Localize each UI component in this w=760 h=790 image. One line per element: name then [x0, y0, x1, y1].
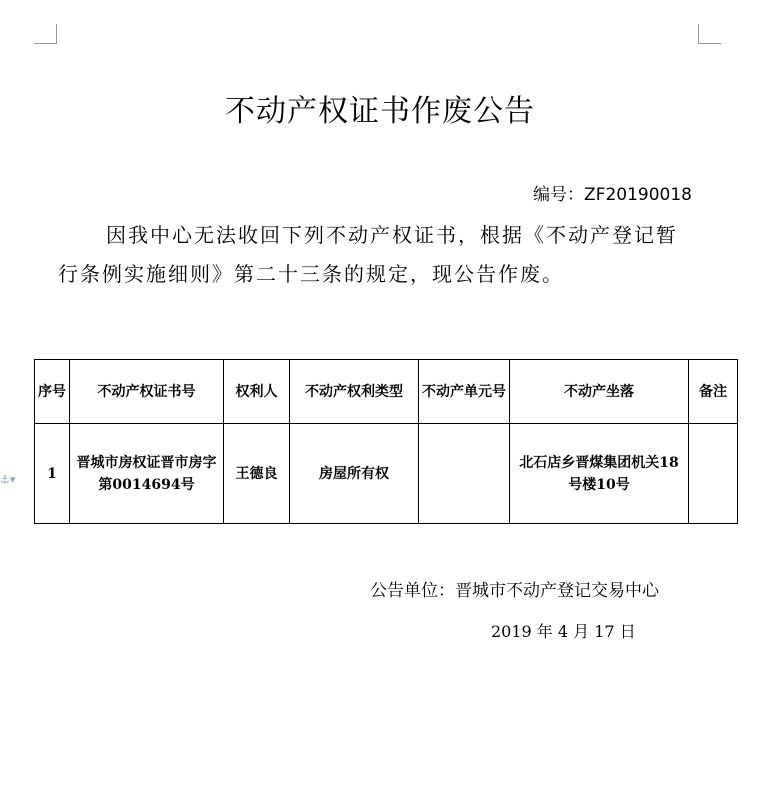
cell-cert-no: 晋城市房权证晋市房字第0014694号: [70, 424, 224, 524]
header-holder: 权利人: [224, 360, 290, 424]
header-remark: 备注: [689, 360, 738, 424]
cell-remark: [689, 424, 738, 524]
cell-seq: 1: [35, 424, 70, 524]
anchor-icon[interactable]: ⚓▾: [0, 473, 16, 486]
cell-right-type: 房屋所有权: [290, 424, 419, 524]
notice-title: 不动产权证书作废公告: [225, 94, 535, 129]
notice-body: 因我中心无法收回下列不动产权证书，根据《不动产登记暂行条例实施细则》第二十三条的规定，现公告作废。: [58, 223, 678, 286]
void-certificates-table: [34, 359, 738, 524]
header-right-type: 不动产权利类型: [290, 360, 419, 424]
header-cert-no: 不动产权证书号: [70, 360, 224, 424]
cell-location: 北石店乡晋煤集团机关18号楼10号: [510, 424, 689, 524]
table-row: [35, 424, 738, 524]
notice-serial-number: 编号：ZF20190018: [533, 185, 692, 205]
table-header-row: [35, 360, 738, 424]
issue-date: 2019 年 4 月 17 日: [491, 622, 636, 641]
header-unit-no: 不动产单元号: [419, 360, 510, 424]
crop-mark-top-left: [34, 24, 57, 44]
issuing-unit: 公告单位：晋城市不动产登记交易中心: [370, 581, 659, 601]
header-seq: 序号: [35, 360, 70, 424]
cell-holder: 王德良: [224, 424, 290, 524]
header-location: 不动产坐落: [510, 360, 689, 424]
crop-mark-top-right: [698, 24, 721, 44]
cell-unit-no: [419, 424, 510, 524]
